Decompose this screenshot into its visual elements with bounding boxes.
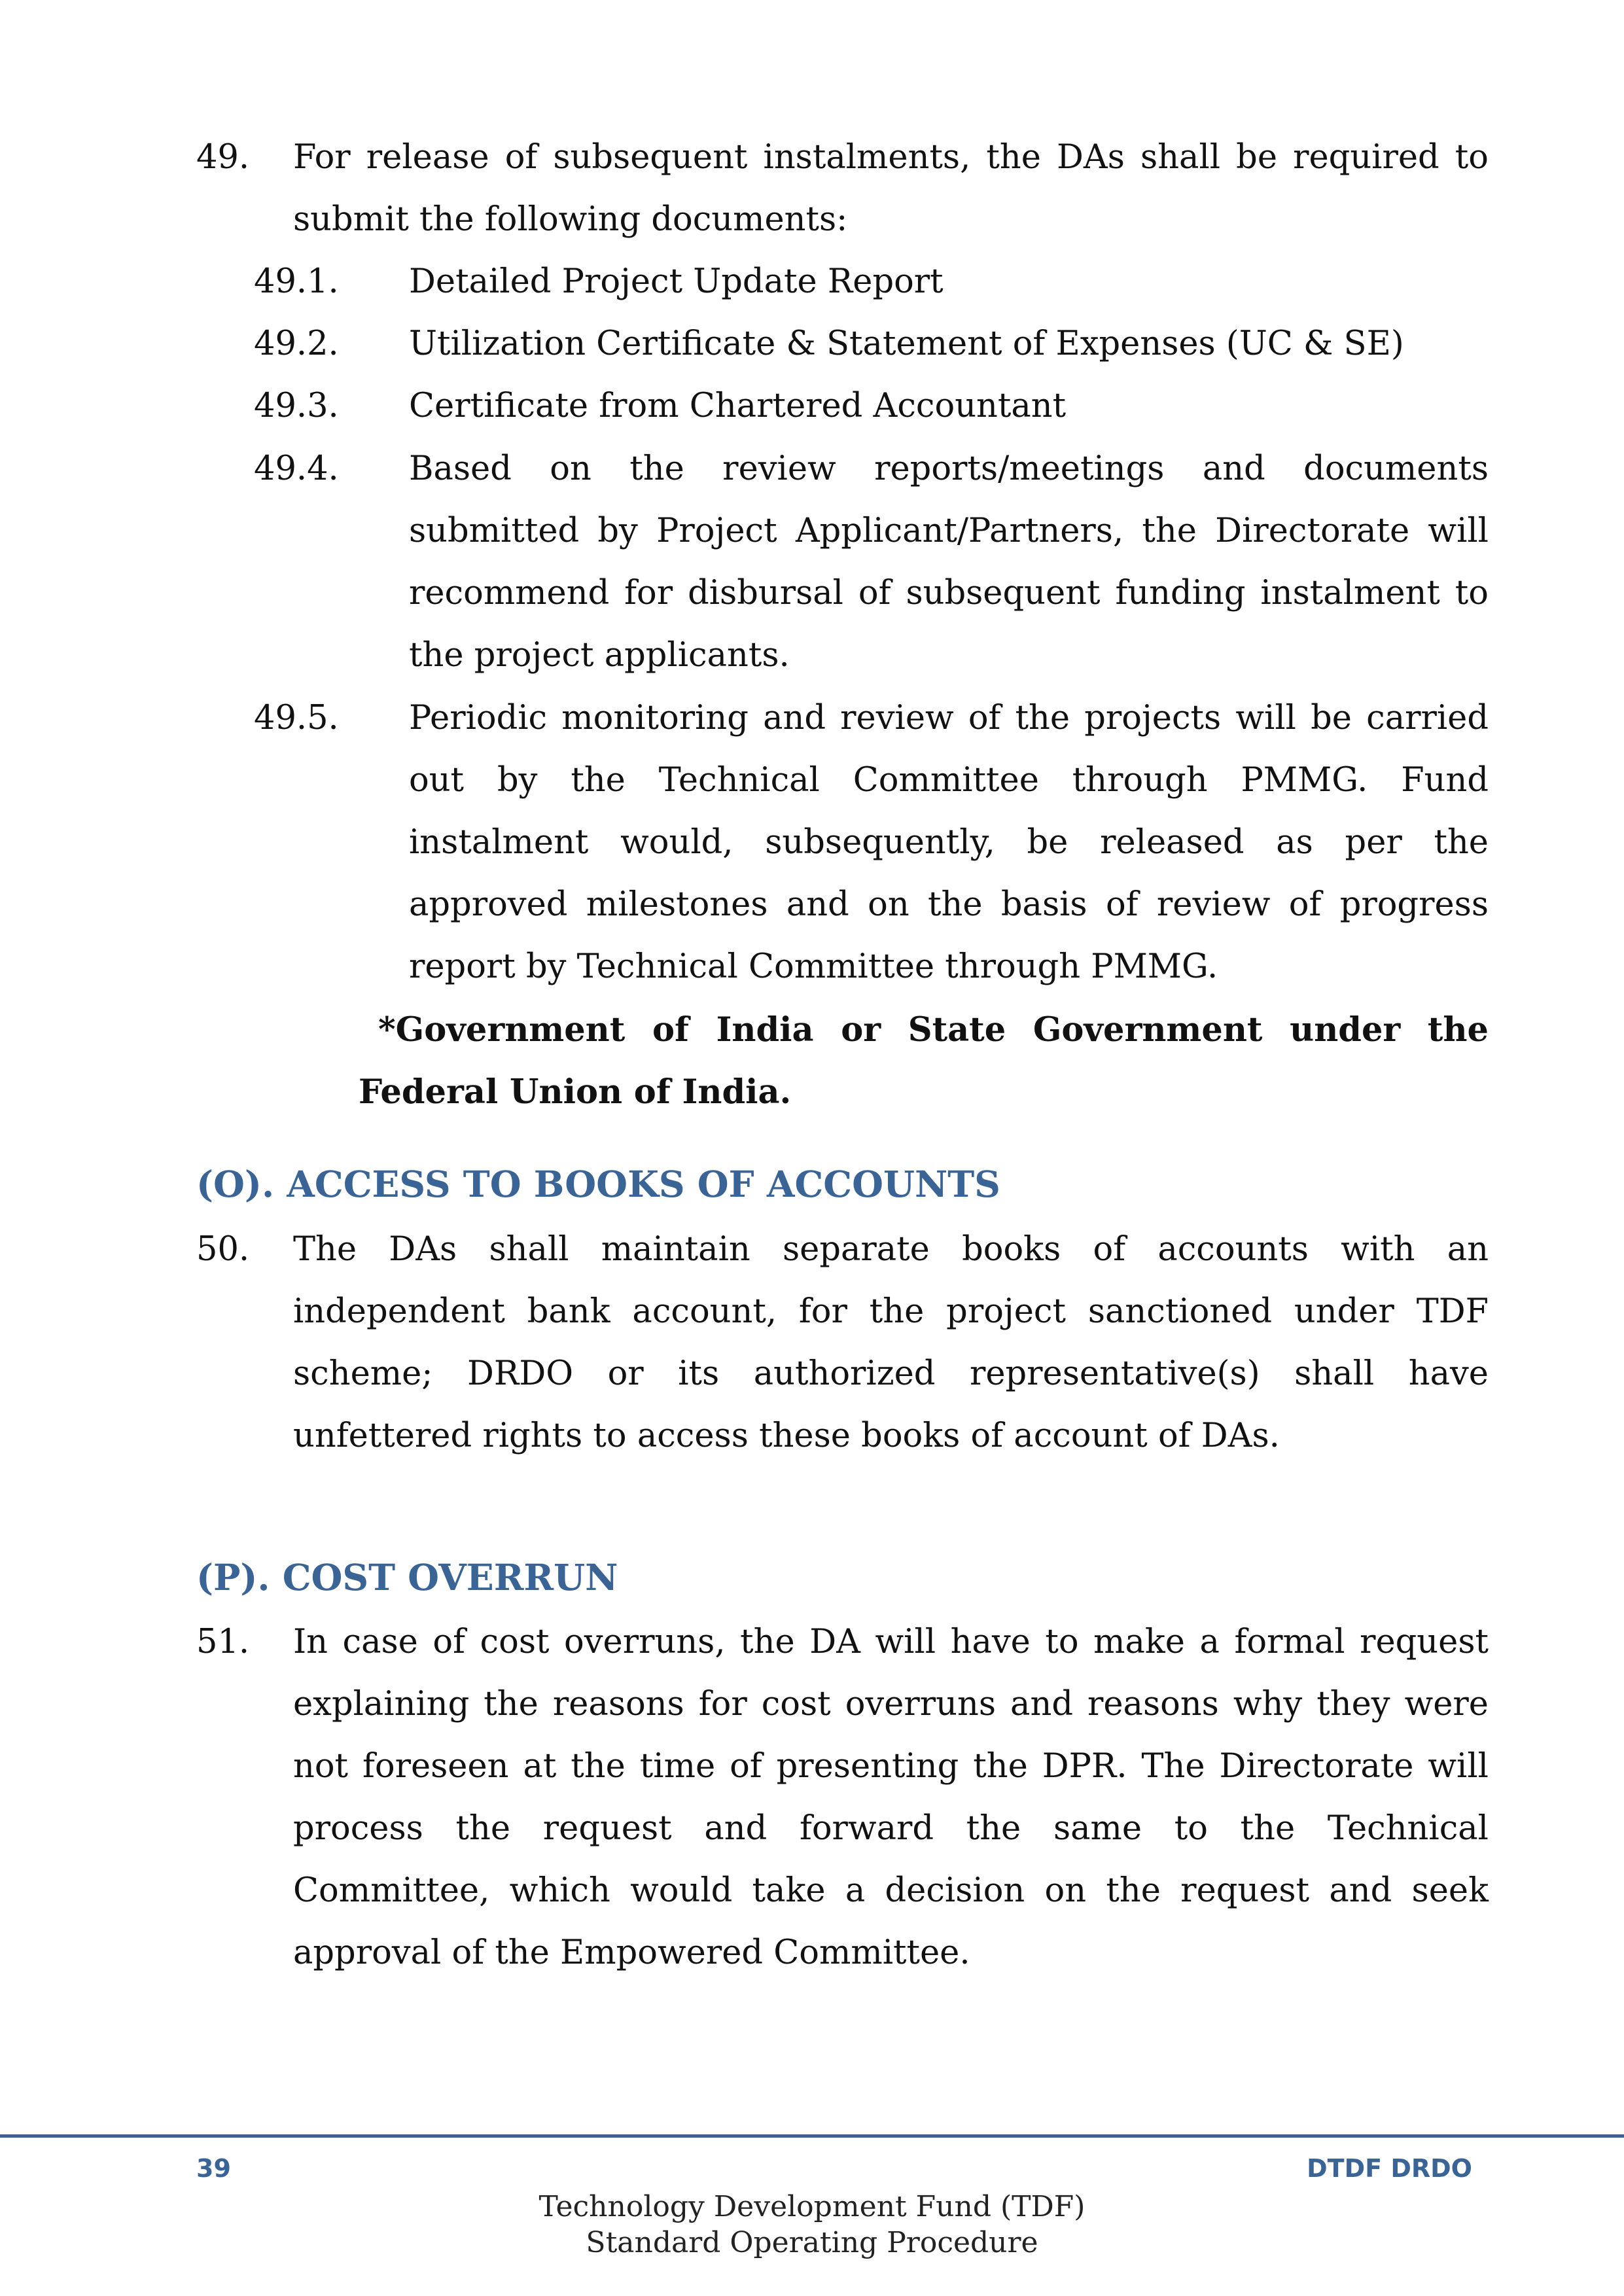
paragraph-text: For release of subsequent instalments, the DAs shall be required to submit the following documents:	[293, 138, 1489, 239]
footnote-line-1: *Government of India or State Government under the	[378, 1010, 1489, 1050]
organization-label: DTDF DRDO	[1307, 2154, 1472, 2183]
paragraph-text: In case of cost overruns, the DA will have to make a formal request explaining the reasons for cost overruns and reasons why they were not foreseen at the time of presenting the DPR. The Directorate will process the request and forward the same to the Technical Committee, which would take a decision on the request and seek approval of the Empowered Committee.	[293, 1623, 1489, 1972]
paragraph-number: 49.	[196, 138, 250, 177]
footnote-line-2: Federal Union of India.	[359, 1072, 792, 1112]
list-item-text: Detailed Project Update Report	[409, 262, 944, 301]
list-item-number: 49.1.	[254, 262, 339, 301]
footnote-government	[359, 999, 1489, 1123]
paragraph-number: 50.	[196, 1230, 250, 1269]
list-item-number: 49.2.	[254, 325, 339, 363]
section-heading-o: (O). ACCESS TO BOOKS OF ACCOUNTS	[196, 1163, 1000, 1205]
footer-title: Technology Development Fund (TDF)	[538, 2190, 1086, 2223]
section-heading-p: (P). COST OVERRUN	[196, 1556, 618, 1598]
list-item-text: Periodic monitoring and review of the projects will be carried out by the Technical Committee through PMMG. Fund instalment would, subsequently, be released as per the approved milestones and on the basis of review of progress report by Technical Committee through PMMG.	[409, 699, 1489, 986]
footer-subtitle: Standard Operating Procedure	[586, 2226, 1038, 2259]
list-item-text: Utilization Certificate & Statement of Expenses (UC & SE)	[409, 325, 1404, 363]
list-item-number: 49.4.	[254, 450, 339, 488]
list-item-text: Based on the review reports/meetings and documents submitted by Project Applicant/Partners, the Directorate will recommend for disbursal of subsequent funding instalment to the project applicants.	[409, 450, 1489, 675]
footer-rule	[0, 2134, 1624, 2138]
paragraph-text: The DAs shall maintain separate books of accounts with an independent bank account, for the project sanctioned under TDF scheme; DRDO or its authorized representative(s) shall have unfettered rights to access these books of account of DAs.	[293, 1230, 1489, 1455]
page-number: 39	[196, 2154, 231, 2183]
list-item-number: 49.5.	[254, 699, 339, 737]
list-item-text: Certificate from Chartered Accountant	[409, 387, 1067, 425]
paragraph-number: 51.	[196, 1623, 250, 1661]
list-item-number: 49.3.	[254, 387, 339, 425]
